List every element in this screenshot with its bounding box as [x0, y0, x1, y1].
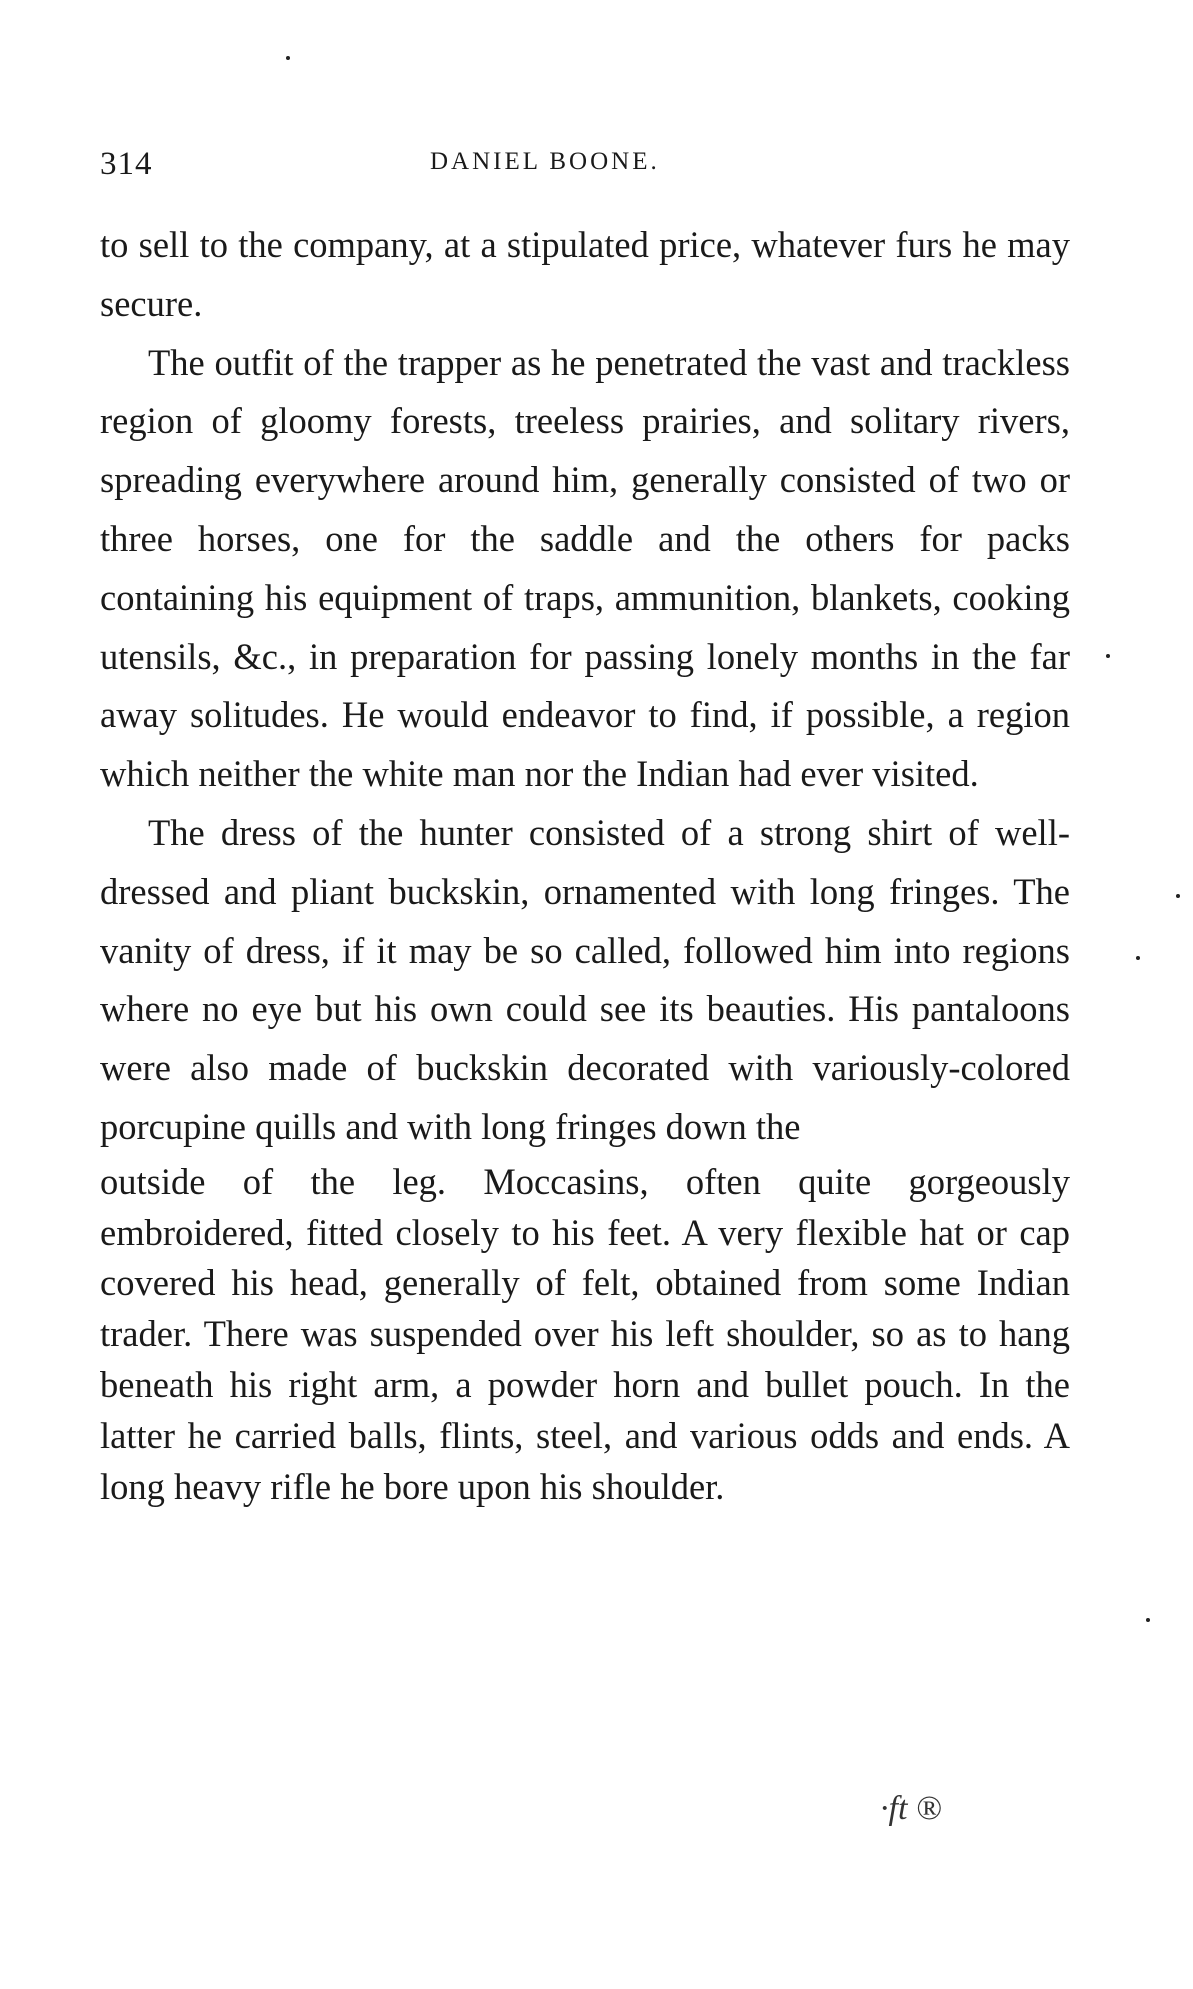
print-speck	[1176, 894, 1180, 898]
paragraph-outfit: The outfit of the trapper as he penetrated the vast and trackless region of gloomy forests, treeless prairies, and solitary rivers, spreading everywhere around him, generally consisted of two or three horses, one for the saddle and the others for packs containing his equipment of traps, ammunition, blankets, cooking utensils, &c., in preparation for passing lonely months in the far away solitudes. He would endeavor to find, if possible, a region which neither the white man nor the Indian had ever visited.	[100, 341, 1070, 795]
body-text	[100, 216, 1070, 1512]
print-speck	[286, 56, 290, 60]
page-header	[100, 146, 1080, 186]
paragraph-dress: The dress of the hunter consisted of a strong shirt of well-dressed and pliant buckskin, ornamented with long fringes. The vanity of dress, if it may be so called, followed him into regions where no eye but his own could see its beauties. His pantaloons were also made of buckskin decorated with variously-colored porcupine quills and with long fringes down the	[100, 811, 1070, 1147]
print-speck	[1106, 654, 1110, 658]
running-head: DANIEL BOONE.	[430, 148, 660, 175]
paragraph-continuation: to sell to the company, at a stipulated price, whatever furs he may secure.	[100, 224, 1070, 324]
print-speck	[1136, 956, 1140, 960]
paragraph-dress-continued: outside of the leg. Moccasins, often quite gorgeously embroidered, fitted closely to his feet. A very flexible hat or cap covered his head, generally of felt, obtained from some Indian trader. There was suspended over his left shoulder, so as to hang beneath his right arm, a powder horn and bullet pouch. In the latter he carried balls, flints, steel, and various odds and ends. A long heavy rifle he bore upon his shoulder.	[100, 1160, 1070, 1507]
page-number: 314	[100, 146, 153, 182]
footer-mark: ·ft ®	[880, 1790, 942, 1827]
print-speck	[1146, 1618, 1150, 1622]
